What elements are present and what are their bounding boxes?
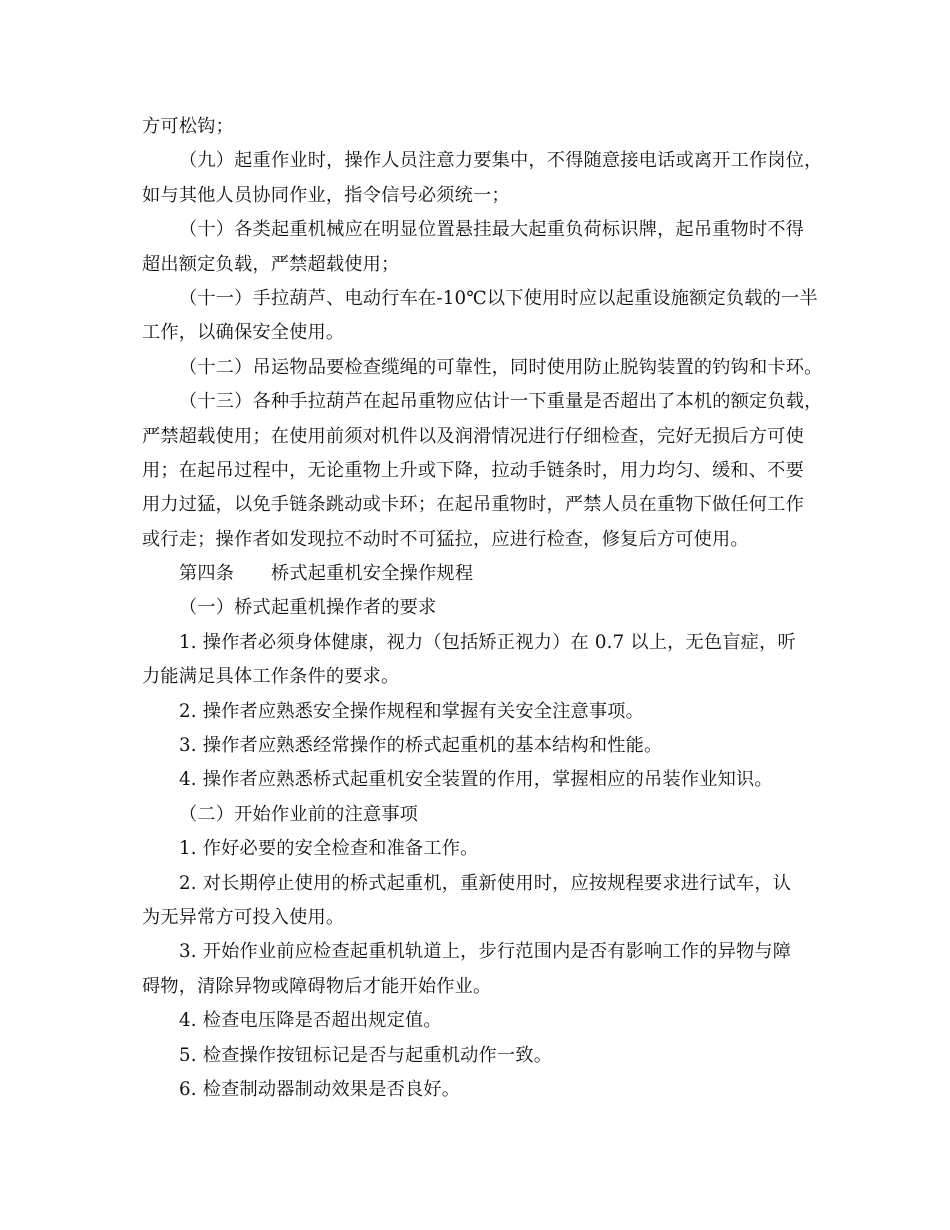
text-line: 方可松钩； — [142, 116, 234, 137]
text-line: 3. 开始作业前应检查起重机轨道上，步行范围内是否有影响工作的异物与障 — [179, 941, 792, 963]
text-line: 4. 操作者应熟悉桥式起重机安全装置的作用，掌握相应的吊装作业知识。 — [179, 769, 773, 791]
subsection-heading: （二）开始作业前的注意事项 — [179, 803, 419, 825]
text-line: 如与其他人员协同作业，指令信号必须统一； — [142, 184, 510, 206]
text-line: 用力过猛，以免手链条跳动或卡环；在起吊重物时，严禁人员在重物下做任何工作 — [142, 494, 804, 516]
document-body — [142, 110, 822, 1107]
text-line: 3. 操作者应熟悉经常操作的桥式起重机的基本结构和性能。 — [179, 735, 663, 757]
text-line: 超出额定负载，严禁超载使用； — [142, 253, 400, 275]
text-line: 工作，以确保安全使用。 — [142, 322, 345, 344]
section-heading: 第四条 桥式起重机安全操作规程 — [179, 563, 474, 585]
text-line: 力能满足具体工作条件的要求。 — [142, 666, 400, 688]
text-line: 碍物，清除异物或障碍物后才能开始作业。 — [142, 975, 492, 997]
text-line: 为无异常方可投入使用。 — [142, 906, 345, 928]
text-line: （十三）各种手拉葫芦在起吊重物应估计一下重量是否超出了本机的额定负载， — [179, 391, 823, 413]
text-line: 5. 检查操作按钮标记是否与起重机动作一致。 — [179, 1044, 553, 1066]
subsection-heading: （一）桥式起重机操作者的要求 — [179, 597, 437, 619]
text-line: 严禁超载使用；在使用前须对机件以及润滑情况进行仔细检查，完好无损后方可使 — [142, 425, 804, 447]
text-line: （十一）手拉葫芦、电动行车在-10℃以下使用时应以起重设施额定负载的一半 — [179, 287, 818, 309]
text-line: （九）起重作业时，操作人员注意力要集中，不得随意接电话或离开工作岗位， — [179, 150, 823, 172]
text-line: 1. 作好必要的安全检查和准备工作。 — [179, 838, 479, 860]
text-line: 4. 检查电压降是否超出规定值。 — [179, 1010, 442, 1032]
text-line: 或行走；操作者如发现拉不动时不可猛拉，应进行检查，修复后方可使用。 — [142, 528, 749, 550]
text-line: （十二）吊运物品要检查缆绳的可靠性，同时使用防止脱钩装置的钓钩和卡环。 — [179, 356, 823, 378]
text-line: 2. 对长期停止使用的桥式起重机，重新使用时，应按规程要求进行试车，认 — [179, 872, 792, 894]
text-line: 2. 操作者应熟悉安全操作规程和掌握有关安全注意事项。 — [179, 700, 645, 722]
text-line: 1. 操作者必须身体健康，视力（包括矫正视力）在 0.7 以上，无色盲症，听 — [179, 631, 796, 653]
text-line: 用；在起吊过程中，无论重物上升或下降，拉动手链条时，用力均匀、缓和、不要 — [142, 459, 804, 481]
text-line: （十）各类起重机械应在明显位置悬挂最大起重负荷标识牌，起吊重物时不得 — [179, 219, 805, 241]
text-line: 6. 检查制动器制动效果是否良好。 — [179, 1078, 461, 1100]
